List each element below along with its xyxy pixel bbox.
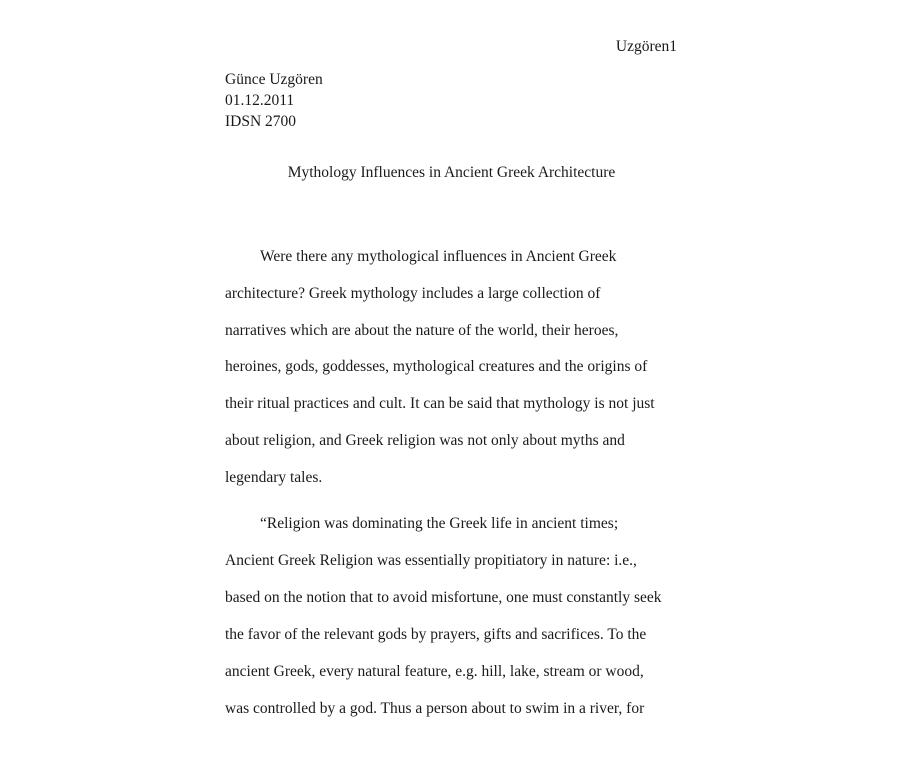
paragraph-1-line: about religion, and Greek religion was not only about myths and [225, 432, 625, 449]
document-date: 01.12.2011 [225, 92, 295, 109]
course-code: IDSN 2700 [225, 113, 297, 130]
paragraph-2-line: the favor of the relevant gods by prayers, gifts and sacrifices. To the [225, 626, 647, 643]
paragraph-1-line: their ritual practices and cult. It can be said that mythology is not just [225, 395, 655, 412]
paragraph-1-line: heroines, gods, goddesses, mythological creatures and the origins of [225, 358, 648, 375]
paragraph-2-line: based on the notion that to avoid misfortune, one must constantly seek [225, 589, 662, 606]
paragraph-2-line: “Religion was dominating the Greek life in ancient times; [260, 515, 619, 532]
author-block [225, 69, 323, 132]
paragraph-1-line: Were there any mythological influences in Ancient Greek [260, 248, 617, 265]
page-header-number: Uzgören1 [615, 38, 677, 55]
paragraph-1-line: architecture? Greek mythology includes a large collection of [225, 285, 601, 302]
paragraph-1-line: legendary tales. [225, 469, 323, 486]
paragraph-2-line: was controlled by a god. Thus a person about to swim in a river, for [225, 700, 645, 717]
author-name: Günce Uzgören [225, 71, 323, 88]
paragraph-1-line: narratives which are about the nature of the world, their heroes, [225, 322, 619, 339]
paragraph-2-line: Ancient Greek Religion was essentially propitiatory in nature: i.e., [225, 552, 637, 569]
paragraph-2-line: ancient Greek, every natural feature, e.g. hill, lake, stream or wood, [225, 663, 644, 680]
document-title: Mythology Influences in Ancient Greek Architecture [287, 164, 616, 181]
